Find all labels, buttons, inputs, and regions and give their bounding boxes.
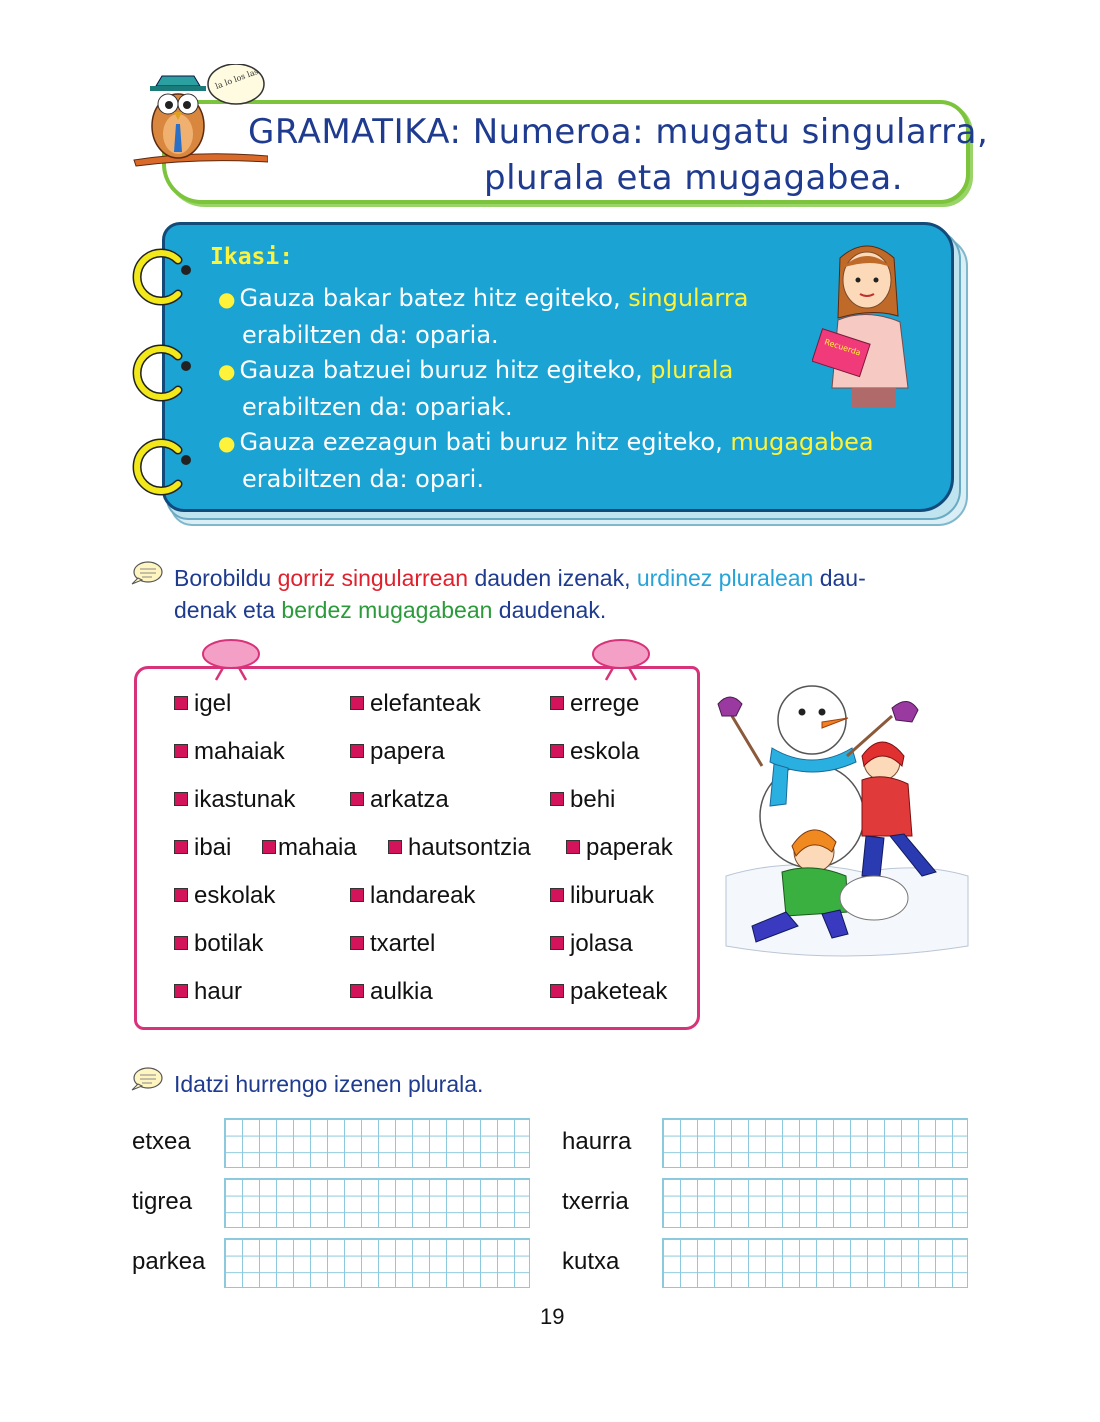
speech-bubble-icon [130,560,164,586]
checkbox-square-icon [550,936,564,950]
word-item[interactable] [174,834,231,862]
checkbox-square-icon [550,744,564,758]
writing-grid[interactable] [662,1178,968,1228]
word-text: mahaiak [194,738,285,765]
checkbox-square-icon [174,888,188,902]
rule-term: plurala [650,356,734,384]
checkbox-square-icon [262,840,276,854]
instruction-part-green: berdez mugagabean [281,597,493,623]
word-text: jolasa [570,930,633,957]
rule-text: Gauza bakar batez hitz egiteko, [239,284,629,312]
word-text: botilak [194,930,264,957]
word-text: arkatza [370,786,449,813]
snowman-children-illustration [712,676,972,976]
checkbox-square-icon [174,936,188,950]
word-item[interactable] [550,690,639,718]
checkbox-square-icon [550,984,564,998]
word-text: eskolak [194,882,276,909]
page-number: 19 [540,1304,565,1329]
word-item[interactable] [550,978,667,1006]
pin-icon [198,636,264,682]
checkbox-square-icon [350,888,364,902]
checkbox-square-icon [174,984,188,998]
instruction-part: Borobildu [174,565,278,591]
word-text: ikastunak [194,786,296,813]
checkbox-square-icon [174,696,188,710]
word-text: txartel [370,930,436,957]
owl-illustration [128,64,268,174]
word-item[interactable] [174,882,275,910]
word-text: eskola [570,738,640,765]
word-text: hautsontzia [408,834,531,861]
word-item[interactable] [174,930,263,958]
word-item[interactable] [350,978,433,1006]
word-text: errege [570,690,640,717]
word-label-haurra: haurra [562,1128,632,1155]
instruction-part: denak eta [174,597,282,623]
checkbox-square-icon [350,936,364,950]
word-item[interactable] [350,738,445,766]
word-item[interactable] [350,882,475,910]
rule-plural [218,352,733,425]
word-item[interactable] [174,690,231,718]
word-item[interactable] [350,930,435,958]
speech-bubble-icon [130,1066,164,1092]
writing-grid[interactable] [224,1178,530,1228]
writing-grid[interactable] [662,1118,968,1168]
word-text: behi [570,786,616,813]
checkbox-square-icon [350,744,364,758]
word-label-txerria: txerria [562,1188,629,1215]
word-item[interactable] [550,930,633,958]
girl-reading-illustration [812,238,922,408]
learn-heading: Ikasi: [210,244,294,270]
word-item[interactable] [550,882,654,910]
checkbox-square-icon [550,888,564,902]
rule-text: Gauza batzuei buruz hitz egiteko, [239,356,651,384]
word-text: landareak [370,882,476,909]
checkbox-square-icon [350,696,364,710]
instruction-part: dauden izenak, [468,565,637,591]
rule-example: erabiltzen da: opariak. [242,393,513,421]
bullet-icon: ● [218,287,236,311]
word-label-tigrea: tigrea [132,1188,193,1215]
word-item[interactable] [174,738,285,766]
instruction-part: daudenak. [492,597,607,623]
word-label-parkea: parkea [132,1248,206,1275]
rule-example: erabiltzen da: oparia. [242,321,499,349]
instruction-part-red: gorriz singularrean [277,565,469,591]
checkbox-square-icon [350,984,364,998]
page-title-line-2: plurala eta mugagabea. [484,158,904,198]
word-text: paketeak [570,978,668,1005]
binder-rings-icon [130,236,200,516]
book-label: Recuerda [823,337,862,358]
instruction-part-blue: urdinez pluralean [636,565,814,591]
checkbox-square-icon [566,840,580,854]
word-item[interactable] [550,786,615,814]
rule-term: singularra [628,284,749,312]
checkbox-square-icon [350,792,364,806]
bullet-icon: ● [218,359,236,383]
word-item[interactable] [350,690,481,718]
writing-grid[interactable] [662,1238,968,1288]
bullet-icon: ● [218,431,236,455]
owl-bubble-text: la lo los las [214,66,260,91]
rule-example: erabiltzen da: opari. [242,465,484,493]
checkbox-square-icon [174,744,188,758]
exercise-1-instruction [174,562,866,626]
word-text: igel [194,690,232,717]
word-label-etxea: etxea [132,1128,191,1155]
word-text: paperak [586,834,673,861]
rule-term: mugagabea [730,428,874,456]
checkbox-square-icon [174,792,188,806]
word-item[interactable] [350,786,449,814]
rule-singular [218,280,748,353]
word-text: elefanteak [370,690,481,717]
word-text: ibai [194,834,232,861]
word-item[interactable] [174,786,295,814]
word-item[interactable] [566,834,673,862]
word-label-kutxa: kutxa [562,1248,620,1275]
word-text: haur [194,978,243,1005]
pin-icon [588,636,654,682]
checkbox-square-icon [388,840,402,854]
writing-grid[interactable] [224,1118,530,1168]
checkbox-square-icon [174,840,188,854]
exercise-2-instruction: Idatzi hurrengo izenen plurala. [174,1071,484,1097]
word-item[interactable] [388,834,531,862]
checkbox-square-icon [550,792,564,806]
rule-indefinite [218,424,874,497]
rule-text: Gauza ezezagun bati buruz hitz egiteko, [239,428,731,456]
word-text: papera [370,738,445,765]
page-title-line-1: GRAMATIKA: Numeroa: mugatu singularra, [248,112,989,152]
writing-grid[interactable] [224,1238,530,1288]
word-item[interactable] [262,834,357,862]
checkbox-square-icon [550,696,564,710]
word-text: mahaia [278,834,357,861]
word-item[interactable] [174,978,242,1006]
word-text: aulkia [370,978,433,1005]
instruction-part: dau- [813,565,866,591]
word-item[interactable] [550,738,639,766]
word-text: liburuak [570,882,655,909]
